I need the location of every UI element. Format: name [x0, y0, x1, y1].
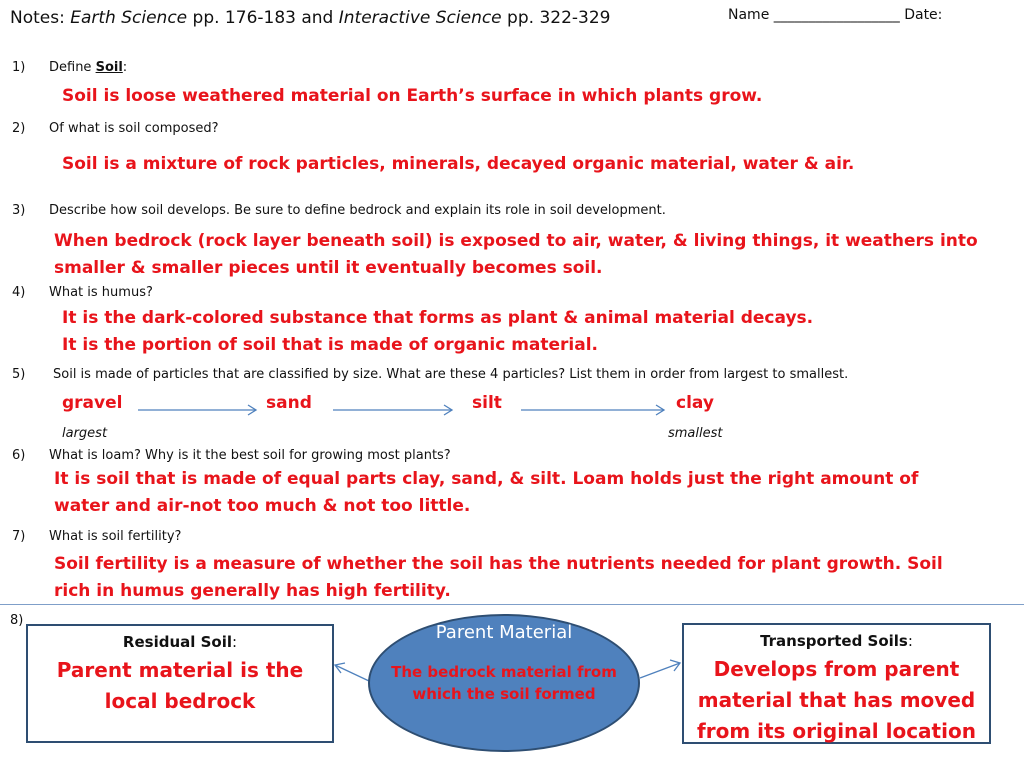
pages-range-2: pp. 322-329 [501, 8, 611, 28]
q6-number: 6) [12, 448, 26, 463]
largest-label: largest [62, 426, 108, 441]
residual-soil-title [28, 633, 332, 651]
pages-range-1: pp. 176-183 and [187, 8, 339, 28]
residual-soil-description [28, 655, 332, 717]
book-title-earth-science: Earth Science [70, 8, 188, 28]
q3-answer-line-2: smaller & smaller pieces until it eventually becomes soil. [54, 258, 603, 278]
q7-question: What is soil fertility? [49, 529, 182, 544]
residual-soil-box [26, 624, 334, 743]
notes-prefix: Notes: [10, 8, 71, 28]
transported-soils-box [682, 623, 991, 744]
q3-question: Describe how soil develops. Be sure to define bedrock and explain its role in soil development. [49, 203, 666, 218]
parent-line-1: The bedrock material from [391, 663, 617, 681]
transported-line-3: from its original location [697, 719, 976, 743]
q7-number: 7) [12, 529, 26, 544]
arrow-to-residual [335, 665, 369, 681]
transported-soils-description [684, 654, 989, 747]
q1-number: 1) [12, 60, 26, 75]
transported-soils-title [684, 632, 989, 650]
q1-answer: Soil is loose weathered material on Earth’s surface in which plants grow. [62, 86, 763, 106]
parent-line-2: which the soil formed [412, 685, 596, 703]
q1-text-post: : [122, 60, 128, 75]
particle-gravel: gravel [62, 393, 123, 413]
parent-material-description [370, 661, 638, 705]
q5-question: Soil is made of particles that are classified by size. What are these 4 particles? List them in order from largest to smallest. [53, 367, 849, 382]
transported-soils-title-text: Transported Soils [760, 632, 908, 650]
q1-term: Soil [95, 60, 123, 75]
particle-silt: silt [472, 393, 502, 413]
residual-soil-title-text: Residual Soil [122, 633, 233, 651]
q8-number: 8) [10, 613, 24, 628]
residual-line-1: Parent material is the [56, 658, 304, 682]
q5-number: 5) [12, 367, 26, 382]
q1-text-pre: Define [49, 60, 96, 75]
name-date-field: Name __________________ Date: [728, 7, 943, 23]
q2-question: Of what is soil composed? [49, 121, 219, 136]
parent-material-ellipse [368, 614, 640, 752]
particle-clay: clay [676, 393, 714, 413]
smallest-label: smallest [668, 426, 723, 441]
q6-question: What is loam? Why is it the best soil for growing most plants? [49, 448, 451, 463]
q4-answer-line-1: It is the dark-colored substance that forms as plant & animal material decays. [62, 308, 814, 328]
q3-answer-line-1: When bedrock (rock layer beneath soil) is exposed to air, water, & living things, it weathers into [54, 231, 978, 251]
particle-sand: sand [266, 393, 312, 413]
q4-question: What is humus? [49, 285, 153, 300]
q7-answer-line-1: Soil fertility is a measure of whether the soil has the nutrients needed for plant growth. Soil [54, 554, 943, 574]
q4-number: 4) [12, 285, 26, 300]
q2-answer: Soil is a mixture of rock particles, minerals, decayed organic material, water & air. [62, 154, 855, 174]
q6-answer-line-1: It is soil that is made of equal parts clay, sand, & silt. Loam holds just the right amount of [54, 469, 919, 489]
q7-answer-line-2: rich in humus generally has high fertility. [54, 581, 451, 601]
residual-soil-colon: : [232, 633, 238, 651]
q4-answer-line-2: It is the portion of soil that is made of organic material. [62, 335, 599, 355]
transported-soils-colon: : [907, 632, 913, 650]
q2-number: 2) [12, 121, 26, 136]
q6-answer-line-2: water and air-not too much & not too little. [54, 496, 471, 516]
transported-line-1: Develops from parent [713, 657, 960, 681]
book-title-interactive-science: Interactive Science [338, 8, 502, 28]
q3-number: 3) [12, 203, 26, 218]
transported-line-2: material that has moved [697, 688, 976, 712]
residual-line-2: local bedrock [104, 689, 256, 713]
parent-material-title: Parent Material [435, 622, 573, 643]
